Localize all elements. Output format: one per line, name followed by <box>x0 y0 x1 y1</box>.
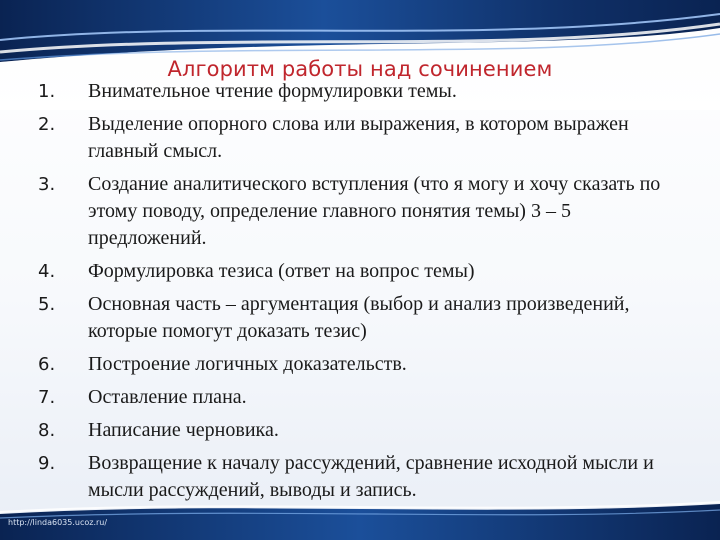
item-number: 3. <box>38 174 56 195</box>
list-item <box>38 291 688 345</box>
item-number: 6. <box>38 354 56 375</box>
item-text: Возвращение к началу рассуждений, сравнение исходной мысли и мысли рассуждений, выводы и запись. <box>88 452 654 501</box>
item-text: Формулировка тезиса (ответ на вопрос темы) <box>88 260 475 282</box>
item-text: Основная часть – аргументация (выбор и анализ произведений, которые помогут доказать тезис) <box>88 293 630 342</box>
item-text: Внимательное чтение формулировки темы. <box>88 80 457 102</box>
item-number: 2. <box>38 114 56 135</box>
list-item <box>38 171 688 252</box>
item-text: Оставление плана. <box>88 386 247 408</box>
footer-url: http://linda6035.ucoz.ru/ <box>8 518 108 527</box>
item-number: 9. <box>38 453 56 474</box>
footer-decoration <box>0 498 720 540</box>
item-number: 4. <box>38 261 56 282</box>
list-item <box>38 351 688 378</box>
slide-title: Алгоритм работы над сочинением <box>167 57 553 81</box>
item-number: 1. <box>38 81 56 102</box>
item-number: 8. <box>38 420 56 441</box>
list-item <box>38 78 688 105</box>
list-item <box>38 450 688 504</box>
item-text: Создание аналитического вступления (что я могу и хочу сказать по этому поводу, определение главного понятия темы) 3 – 5 предложений. <box>88 173 661 249</box>
steps-list <box>38 78 688 510</box>
item-number: 7. <box>38 387 56 408</box>
list-item <box>38 258 688 285</box>
list-item <box>38 111 688 165</box>
item-text: Выделение опорного слова или выражения, в котором выражен главный смысл. <box>88 113 629 162</box>
item-number: 5. <box>38 294 56 315</box>
item-text: Написание черновика. <box>88 419 279 441</box>
list-item <box>38 417 688 444</box>
item-text: Построение логичных доказательств. <box>88 353 407 375</box>
list-item <box>38 384 688 411</box>
